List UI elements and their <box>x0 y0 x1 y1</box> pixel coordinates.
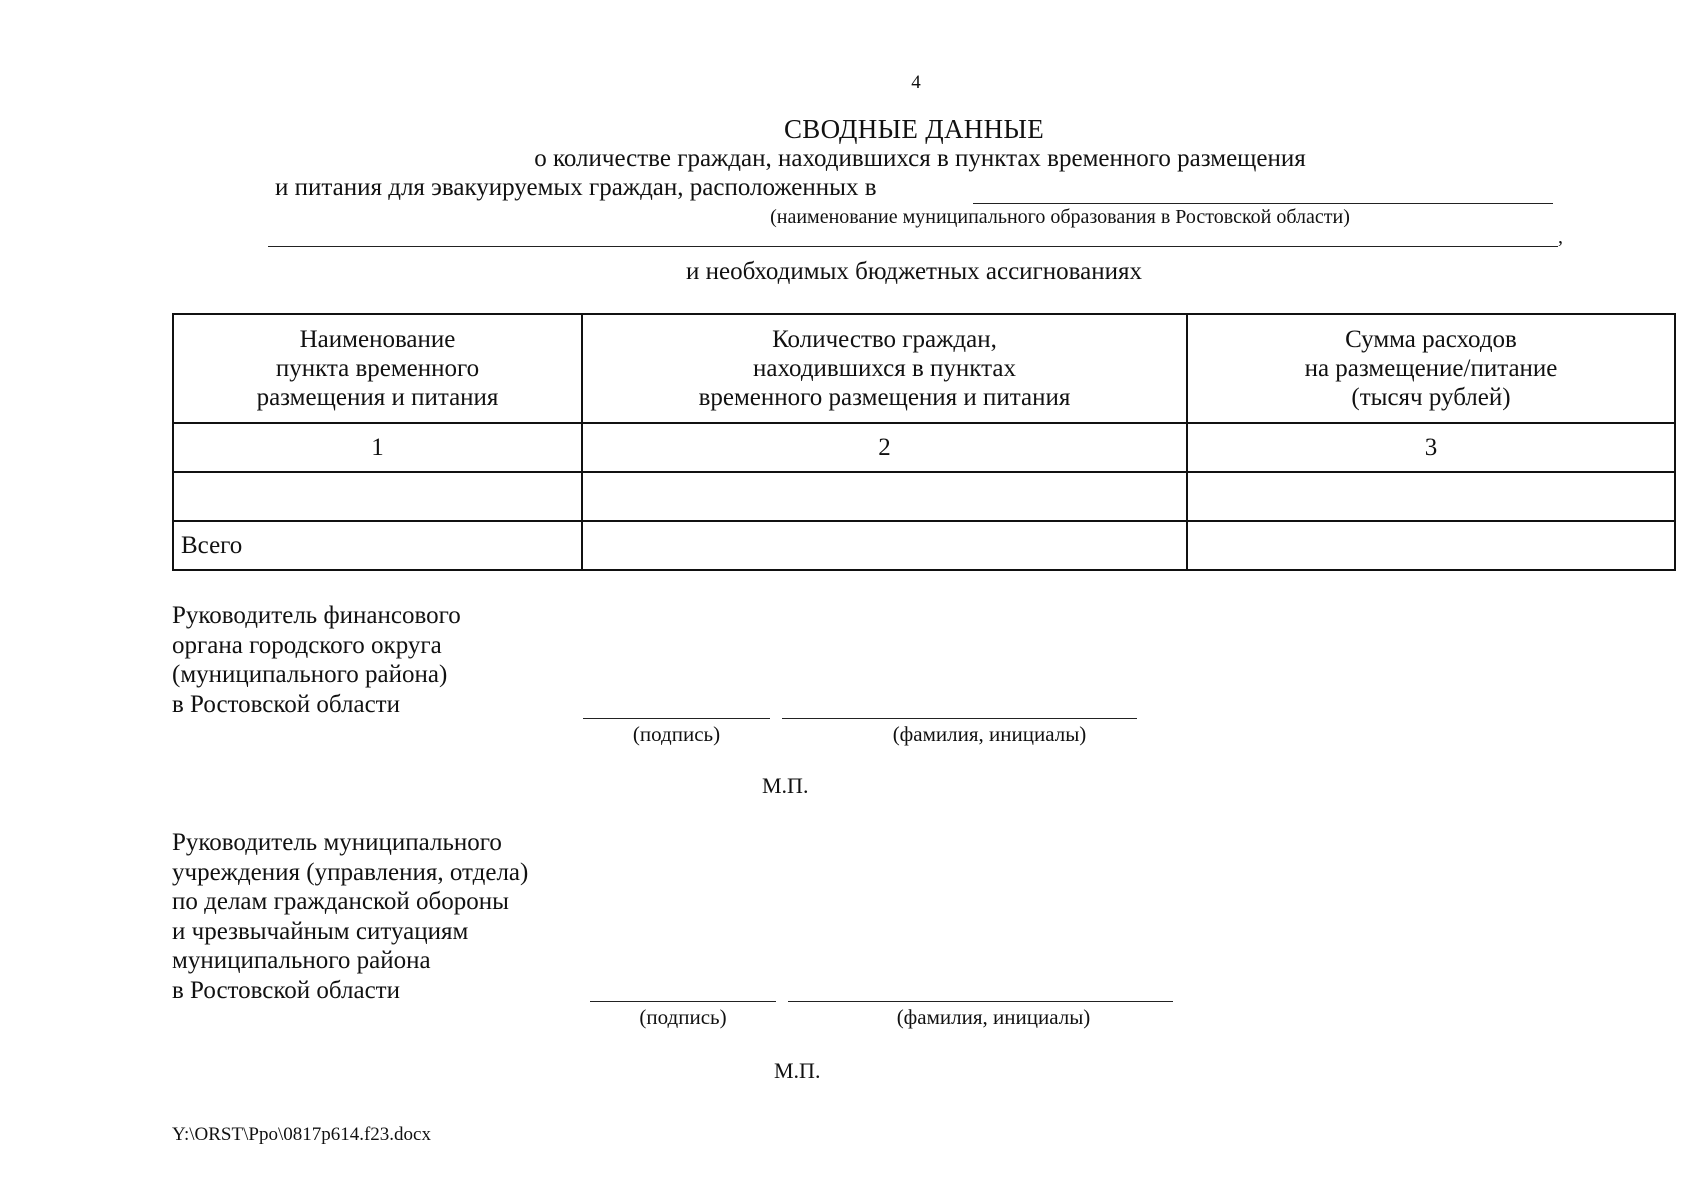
name-caption: (фамилия, инициалы) <box>896 1005 1091 1029</box>
signature-line <box>590 1001 776 1002</box>
column-number: 2 <box>582 423 1187 472</box>
document-title: СВОДНЫЕ ДАННЫЕ <box>783 114 1045 144</box>
civil-defense-head-role: Руководитель муниципального учреждения (управления, отдела) по делам гражданской обороны и чрезвычайным ситуациям муниципального района в Ростовской области <box>172 829 529 1004</box>
total-count-cell <box>582 521 1187 570</box>
municipality-blank-line <box>973 203 1553 204</box>
signature-caption: (подпись) <box>639 1005 727 1029</box>
table-row <box>173 472 1675 521</box>
name-caption: (фамилия, инициалы) <box>892 722 1087 746</box>
signature-line <box>583 718 770 719</box>
table-cell <box>582 472 1187 521</box>
header-citizen-count: Количество граждан, находившихся в пунктах временного размещения и питания <box>582 314 1187 423</box>
municipality-blank-line-2 <box>268 246 1558 247</box>
title-line-3: и необходимых бюджетных ассигнованиях <box>685 258 1143 285</box>
column-number-row <box>173 423 1675 472</box>
table-cell <box>173 472 582 521</box>
summary-table <box>172 313 1676 571</box>
title-line-2: и питания для эвакуируемых граждан, расположенных в <box>275 174 877 201</box>
table-header-row <box>173 314 1675 423</box>
total-label: Всего <box>173 521 582 570</box>
finance-head-role: Руководитель финансового органа городского округа (муниципального района) в Ростовской области <box>172 602 461 718</box>
column-number: 3 <box>1187 423 1675 472</box>
header-expense-sum: Сумма расходов на размещение/питание (тысяч рублей) <box>1187 314 1675 423</box>
file-path-footer: Y:\ORST\Ppo\0817p614.f23.docx <box>172 1124 431 1145</box>
page-number: 4 <box>911 72 921 93</box>
trailing-comma: , <box>1558 226 1563 248</box>
signature-caption: (подпись) <box>632 722 721 746</box>
stamp-placeholder: М.П. <box>762 773 809 798</box>
header-facility-name: Наименование пункта временного размещения и питания <box>173 314 582 423</box>
title-line-1: о количестве граждан, находившихся в пунктах временного размещения <box>534 145 1306 172</box>
total-row <box>173 521 1675 570</box>
table-cell <box>1187 472 1675 521</box>
stamp-placeholder: М.П. <box>774 1058 821 1083</box>
name-line <box>782 718 1137 719</box>
total-sum-cell <box>1187 521 1675 570</box>
column-number: 1 <box>173 423 582 472</box>
name-line <box>788 1001 1173 1002</box>
municipality-caption: (наименование муниципального образования в Ростовской области) <box>770 206 1350 228</box>
